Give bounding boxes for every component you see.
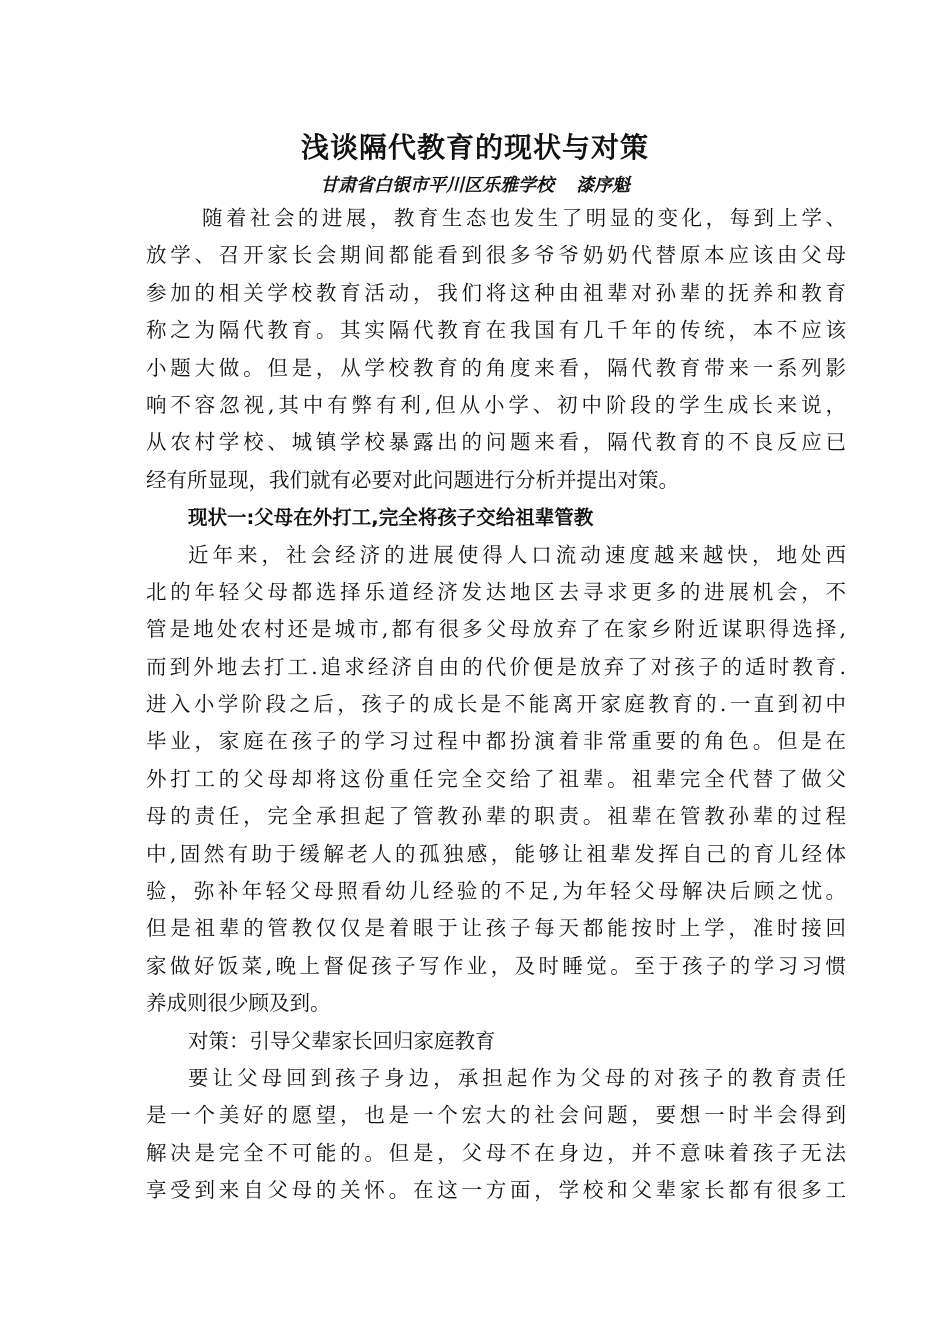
paragraph-line: 解决是完全不可能的。但是，父母不在身边，并不意味着孩子无法 bbox=[146, 1140, 846, 1165]
paragraph-line: 参加的相关学校教育活动，我们将这种由祖辈对孙辈的抚养和教育 bbox=[146, 280, 846, 305]
paragraph-line: 母的责任，完全承担起了管教孙辈的职责。祖辈在管教孙辈的过程 bbox=[146, 804, 846, 829]
paragraph-line: 中,固然有助于缓解老人的孤独感，能够让祖辈发挥自己的育儿经体 bbox=[146, 841, 846, 866]
paragraph-line: 而到外地去打工.追求经济自由的代价便是放弃了对孩子的适时教育. bbox=[146, 654, 846, 679]
paragraph-line: 毕业，家庭在孩子的学习过程中都扮演着非常重要的角色。但是在 bbox=[146, 729, 846, 754]
author-school: 甘肃省白银市平川区乐雅学校 bbox=[320, 175, 554, 196]
paragraph-line: 要让父母回到孩子身边，承担起作为父母的对孩子的教育责任 bbox=[188, 1065, 846, 1090]
article-body bbox=[146, 200, 846, 1210]
page-title: 浅谈隔代教育的现状与对策 bbox=[300, 131, 649, 164]
paragraph-line: 随着社会的进展，教育生态也发生了明显的变化，每到上学、 bbox=[202, 206, 846, 230]
paragraph-line: 称之为隔代教育。其实隔代教育在我国有几千年的传统，本不应该 bbox=[146, 318, 846, 343]
paragraph-line: 放学、召开家长会期间都能看到很多爷爷奶奶代替原本应该由父母 bbox=[146, 243, 846, 268]
paragraph-line: 养成则很少顾及到。 bbox=[146, 991, 331, 1016]
paragraph-line: 从农村学校、城镇学校暴露出的问题来看，隔代教育的不良反应已 bbox=[146, 430, 846, 455]
paragraph-line: 进入小学阶段之后，孩子的成长是不能离开家庭教育的.一直到初中 bbox=[146, 692, 846, 717]
countermeasure-heading: 对策：引导父辈家长回归家庭教育 bbox=[188, 1028, 496, 1053]
section-heading: 现状一:父母在外打工,完全将孩子交给祖辈管教 bbox=[188, 506, 594, 530]
paragraph-line: 管是地处农村还是城市,都有很多父母放弃了在家乡附近谋职得选择, bbox=[146, 617, 846, 642]
paragraph-line: 经有所显现，我们就有必要对此问题进行分析并提出对策。 bbox=[146, 467, 679, 492]
paragraph-line: 是一个美好的愿望，也是一个宏大的社会问题，要想一时半会得到 bbox=[146, 1103, 846, 1128]
author-name: 漆序魁 bbox=[576, 175, 630, 196]
paragraph-line: 享受到来自父母的关怀。在这一方面，学校和父辈家长都有很多工 bbox=[146, 1178, 846, 1203]
paragraph-line: 但是祖辈的管教仅仅是着眼于让孩子每天都能按时上学，准时接回 bbox=[146, 916, 846, 941]
paragraph-line: 验，弥补年轻父母照看幼儿经验的不足,为年轻父母解决后顾之忧。 bbox=[146, 879, 846, 904]
paragraph-line: 外打工的父母却将这份重任完全交给了祖辈。祖辈完全代替了做父 bbox=[146, 766, 846, 791]
paragraph-line: 家做好饭菜,晚上督促孩子写作业，及时睡觉。至于孩子的学习习惯 bbox=[146, 953, 846, 978]
paragraph-line: 近年来，社会经济的进展使得人口流动速度越来越快，地处西 bbox=[188, 542, 846, 567]
paragraph-line: 小题大做。但是，从学校教育的角度来看，隔代教育带来一系列影 bbox=[146, 355, 846, 380]
paragraph-line: 响不容忽视,其中有弊有利,但从小学、初中阶段的学生成长来说， bbox=[146, 392, 846, 417]
paragraph-line: 北的年轻父母都选择乐道经济发达地区去寻求更多的进展机会，不 bbox=[146, 579, 846, 604]
author-byline bbox=[0, 174, 950, 198]
